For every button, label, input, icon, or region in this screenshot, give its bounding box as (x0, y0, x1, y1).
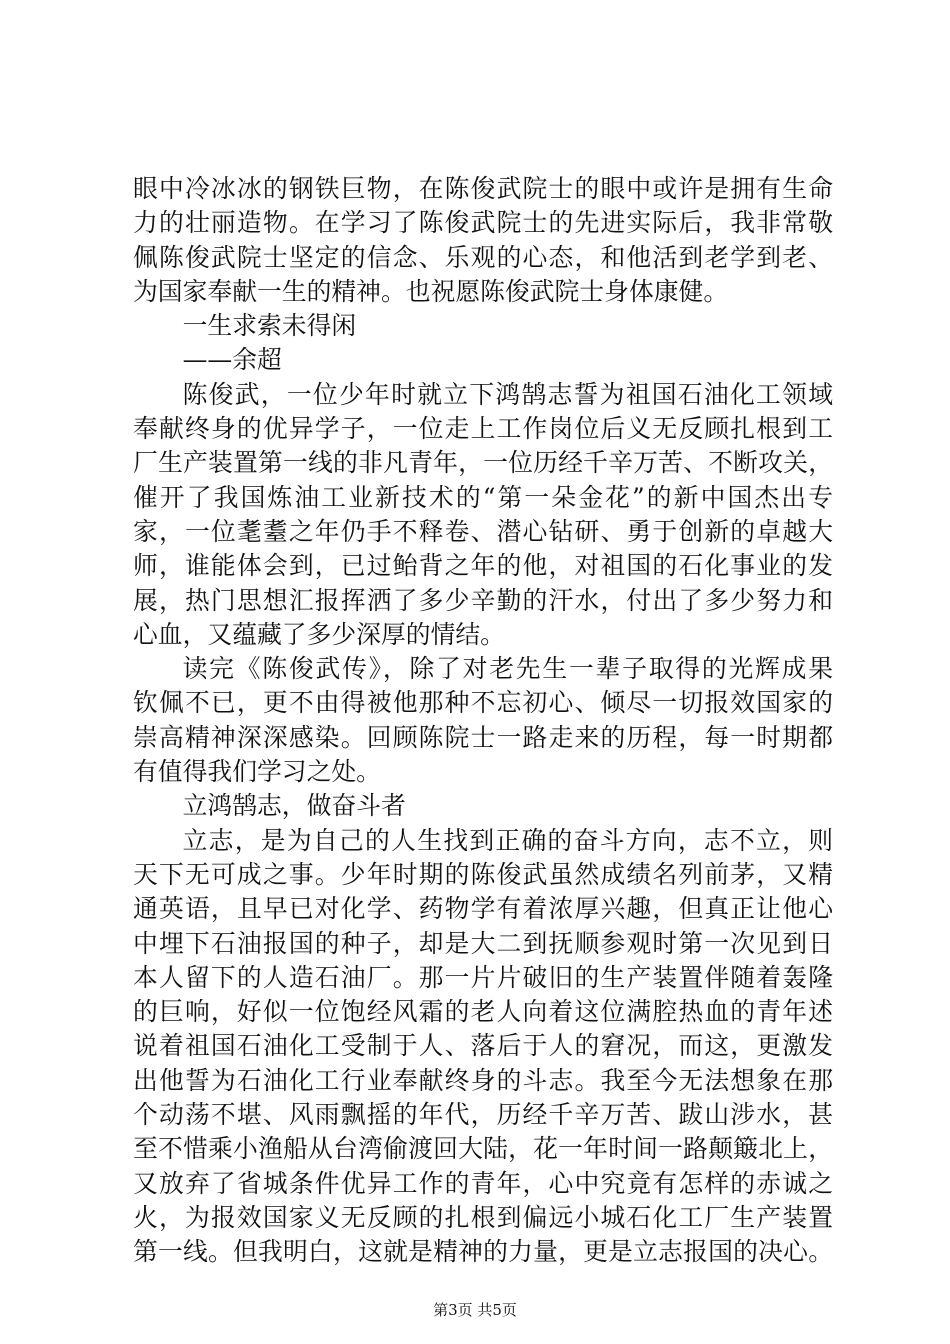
text-line: 奉献终身的优异学子，一位走上工作岗位后义无反顾扎根到工 (133, 414, 833, 444)
text-line: 厂生产装置第一线的非凡青年，一位历经千辛万苦、不断攻关， (133, 448, 833, 478)
section-heading: 立鸿鹄志，做奋斗者 (182, 791, 406, 821)
text-line: 天下无可成之事。少年时期的陈俊武虽然成绩名列前茅，又精 (133, 859, 833, 889)
text-line: 出他誓为石油化工行业奉献终身的斗志。我至今无法想象在那 (133, 1065, 833, 1095)
text-line: 崇高精神深深感染。回顾陈院士一路走来的历程，每一时期都 (133, 722, 833, 752)
text-line: 通英语，且早已对化学、药物学有着浓厚兴趣，但真正让他心 (133, 894, 833, 924)
text-line: 第一线。但我明白，这就是精神的力量，更是立志报国的决心。 (133, 1237, 833, 1267)
text-line: 催开了我国炼油工业新技术的“第一朵金花”的新中国杰出专 (133, 482, 833, 512)
text-line: 个动荡不堪、风雨飘摇的年代，历经千辛万苦、跋山涉水，甚 (133, 1100, 833, 1130)
text-line: 又放弃了省城条件优异工作的青年，心中究竟有怎样的赤诚之 (133, 1168, 833, 1198)
text-line: 师，谁能体会到，已过鲐背之年的他，对祖国的石化事业的发 (133, 551, 833, 581)
text-line: 家，一位耄耋之年仍手不释卷、潜心钻研、勇于创新的卓越大 (133, 516, 833, 546)
text-line: 钦佩不已，更不由得被他那种不忘初心、倾尽一切报效国家的 (133, 688, 833, 718)
text-line: 为国家奉献一生的精神。也祝愿陈俊武院士身体康健。 (133, 276, 729, 306)
text-line: 心血，又蕴藏了多少深厚的情结。 (133, 619, 505, 649)
document-body (133, 172, 833, 1270)
text-line: 火，为报效国家义无反顾的扎根到偏远小城石化工厂生产装置 (133, 1202, 833, 1232)
text-line: 本人留下的人造石油厂。那一片片破旧的生产装置伴随着轰隆 (133, 962, 833, 992)
text-line: 眼中冷冰冰的钢铁巨物，在陈俊武院士的眼中或许是拥有生命 (133, 174, 833, 203)
text-line: 有值得我们学习之处。 (133, 757, 381, 787)
text-line: 中埋下石油报国的种子，却是大二到抚顺参观时第一次见到日 (133, 928, 833, 958)
paragraph-first-line: 立志，是为自己的人生找到正确的奋斗方向，志不立，则 (182, 825, 833, 855)
text-line: 佩陈俊武院士坚定的信念、乐观的心态，和他活到老学到老、 (133, 242, 833, 272)
text-line: 至不惜乘小渔船从台湾偷渡回大陆，花一年时间一路颠簸北上， (133, 1134, 833, 1164)
author-line: ——余超 (182, 345, 282, 375)
text-line: 说着祖国石油化工受制于人、落后于人的窘况，而这，更激发 (133, 1031, 833, 1061)
section-title: 一生求索未得闲 (182, 311, 357, 341)
text-line: 展，热门思想汇报挥洒了多少辛勤的汗水，付出了多少努力和 (133, 585, 833, 615)
paragraph-first-line: 陈俊武，一位少年时就立下鸿鹄志誓为祖国石油化工领域 (182, 379, 833, 409)
text-line: 的巨响，好似一位饱经风霜的老人向着这位满腔热血的青年述 (133, 997, 833, 1027)
page-footer (0, 1300, 950, 1320)
paragraph-first-line: 读完《陈俊武传》，除了对老先生一辈子取得的光辉成果 (182, 654, 833, 684)
page-number: 第3页 共5页 (433, 1301, 517, 1319)
text-line: 力的壮丽造物。在学习了陈俊武院士的先进实际后，我非常敬 (133, 208, 833, 238)
